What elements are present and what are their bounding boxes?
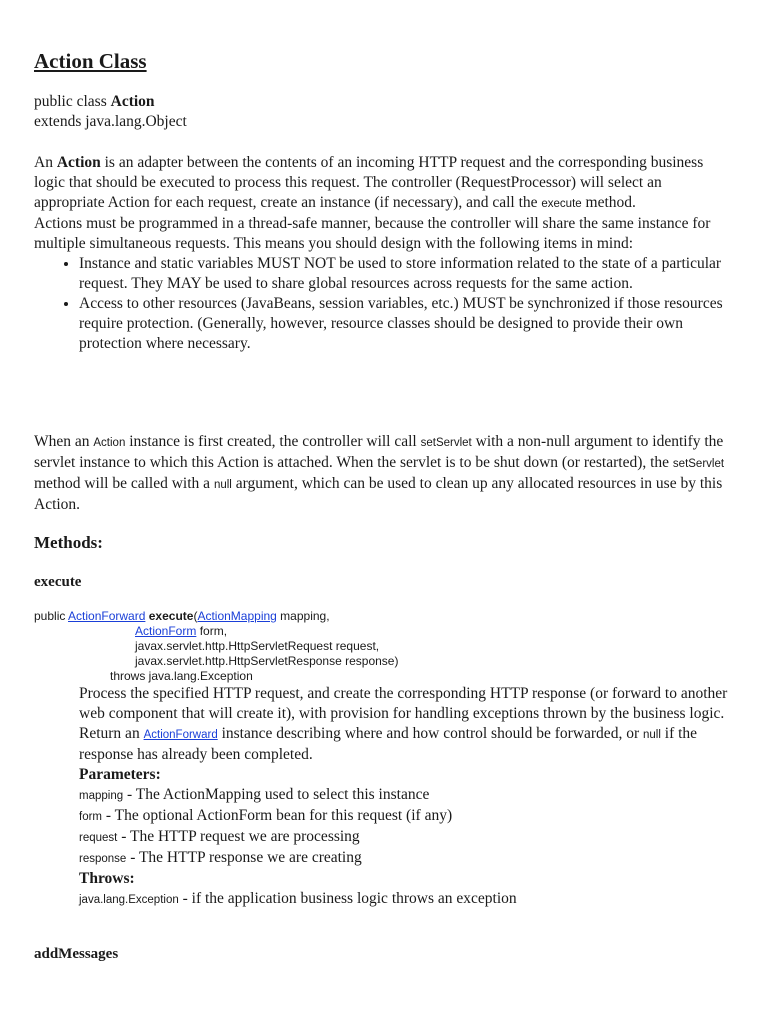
declaration-prefix: public class	[34, 93, 111, 110]
param-row: response - The HTTP response we are creating	[79, 849, 362, 866]
param-row: request - The HTTP request we are processing	[79, 828, 360, 845]
method-heading-execute: execute	[34, 574, 82, 590]
throws-row: java.lang.Exception - if the application business logic throws an exception	[79, 890, 517, 907]
methods-heading: Methods:	[34, 533, 103, 552]
actionmapping-link[interactable]: ActionMapping	[197, 609, 277, 623]
list-item: • Access to other resources (JavaBeans, session variables, etc.) MUST be synchronized if those resources require protection. (Generally, however, resource classes should be designed to provide their own protection where necessary.	[79, 294, 734, 354]
declaration-extends: extends java.lang.Object	[34, 113, 187, 130]
list-item: • Instance and static variables MUST NOT be used to store information related to the state of a particular request. They MAY be used to share global resources across requests for the same action.	[79, 254, 734, 294]
design-guidelines-list	[34, 254, 734, 354]
throws-clause: throws java.lang.Exception	[110, 669, 253, 683]
actionform-link[interactable]: ActionForm	[135, 624, 197, 638]
page-title: Action Class	[34, 49, 147, 73]
method-heading-addmessages: addMessages	[34, 946, 119, 962]
class-declaration	[34, 92, 734, 132]
parameters-heading: Parameters:	[79, 766, 161, 783]
throws-heading: Throws:	[79, 870, 135, 887]
code-execute: execute	[541, 198, 582, 210]
actionforward-link[interactable]: ActionForward	[68, 609, 146, 623]
param-row: form - The optional ActionForm bean for this request (if any)	[79, 807, 453, 824]
thread-safety-paragraph: Actions must be programmed in a thread-safe manner, because the controller will share the same instance for multiple simultaneous requests. This means you should design with the following items in mind:	[34, 215, 711, 252]
method-description: Process the specified HTTP request, and create the corresponding HTTP response (or forward to another web component that will create it), with provision for handling exceptions thrown by the business logic. Return an ActionForward instance describing where and how control should be forwarded, or null if the response has already been completed. Parameters: mapping - The ActionMapping used to select this instance form - The optional ActionForm bean for this request (if any) request - The HTTP request we are processing response - The HTTP response we are creating Throws: java.lang.Exception - if the application business logic throws an exception	[34, 684, 734, 910]
actionforward-desc-link[interactable]: ActionForward	[143, 729, 218, 741]
param-row: mapping - The ActionMapping used to select this instance	[79, 786, 430, 803]
class-name: Action	[110, 93, 155, 110]
intro-paragraph: An Action is an adapter between the contents of an incoming HTTP request and the corresponding business logic that should be executed to process this request. The controller (RequestProcessor) will select an appropriate Action for each request, create an instance (if necessary), and call the execute method. Actions must be programmed in a thread-safe manner, because the controller will share the same instance for multiple simultaneous requests. This means you should design with the following items in mind: • Instance and static variables MUST NOT be used to store information related to the state of a particular request. They MAY be used to share global resources across requests for the same action. • Access to other resources (JavaBeans, session variables, etc.) MUST be synchronized if those resources require protection. (Generally, however, resource classes should be designed to provide their own protection where necessary.	[34, 153, 734, 354]
method-signature: public ActionForward execute(ActionMapping mapping, ActionForm form, javax.servlet.http.HttpServletRequest request, javax.servlet.http.HttpServletResponse response) throws java.lang.Exception	[34, 609, 734, 684]
lifecycle-paragraph: When an Action instance is first created, the controller will call setServlet with a non-null argument to identify the servlet instance to which this Action is attached. When the servlet is to be shut down (or restarted), the setServlet method will be called with a null argument, which can be used to clean up any allocated resources in use by this Action.	[34, 433, 725, 513]
